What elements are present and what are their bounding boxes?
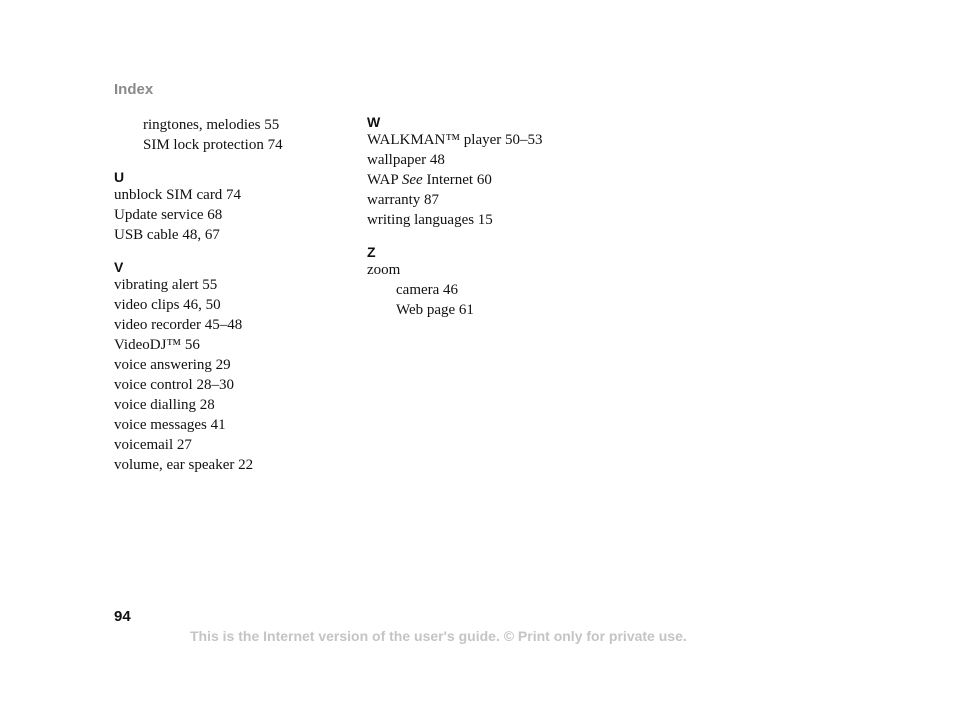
index-entry: ringtones, melodies 55 xyxy=(143,117,280,133)
index-entry: video clips 46, 50 xyxy=(114,297,221,313)
index-entry: zoom xyxy=(367,262,401,278)
section-letter-u: U xyxy=(114,169,125,185)
index-entry: voice answering 29 xyxy=(114,357,231,373)
index-entry: voice messages 41 xyxy=(114,417,226,433)
index-entry: unblock SIM card 74 xyxy=(114,187,242,203)
see-target: Internet 60 xyxy=(426,172,492,188)
index-column-right xyxy=(367,114,543,320)
index-entry: writing languages 15 xyxy=(367,212,493,228)
index-entry: voice control 28–30 xyxy=(114,377,234,393)
index-header: Index xyxy=(114,81,154,98)
section-letter-v: V xyxy=(114,259,124,275)
index-subentry: Web page 61 xyxy=(396,302,474,318)
index-column-left xyxy=(114,115,283,475)
see-reference: See xyxy=(401,172,423,188)
index-entry: voice dialling 28 xyxy=(114,397,215,413)
section-letter-z: Z xyxy=(367,244,376,260)
index-entry: volume, ear speaker 22 xyxy=(114,457,254,473)
index-entry: warranty 87 xyxy=(367,192,440,208)
index-subentry: camera 46 xyxy=(396,282,459,298)
page-number: 94 xyxy=(114,608,131,625)
index-entry-wap xyxy=(367,170,543,190)
index-entry: video recorder 45–48 xyxy=(114,317,243,333)
index-entry: wallpaper 48 xyxy=(367,152,445,168)
index-entry-term: WAP xyxy=(367,172,399,188)
index-entry: Update service 68 xyxy=(114,207,223,223)
index-entry: USB cable 48, 67 xyxy=(114,227,220,243)
footer-notice: This is the Internet version of the user's guide. © Print only for private use. xyxy=(190,628,687,644)
index-entry: WALKMAN™ player 50–53 xyxy=(367,132,543,148)
section-letter-w: W xyxy=(367,114,381,130)
index-entry: vibrating alert 55 xyxy=(114,277,218,293)
index-entry: voicemail 27 xyxy=(114,437,192,453)
index-entry: VideoDJ™ 56 xyxy=(114,337,200,353)
index-entry: SIM lock protection 74 xyxy=(143,137,283,153)
